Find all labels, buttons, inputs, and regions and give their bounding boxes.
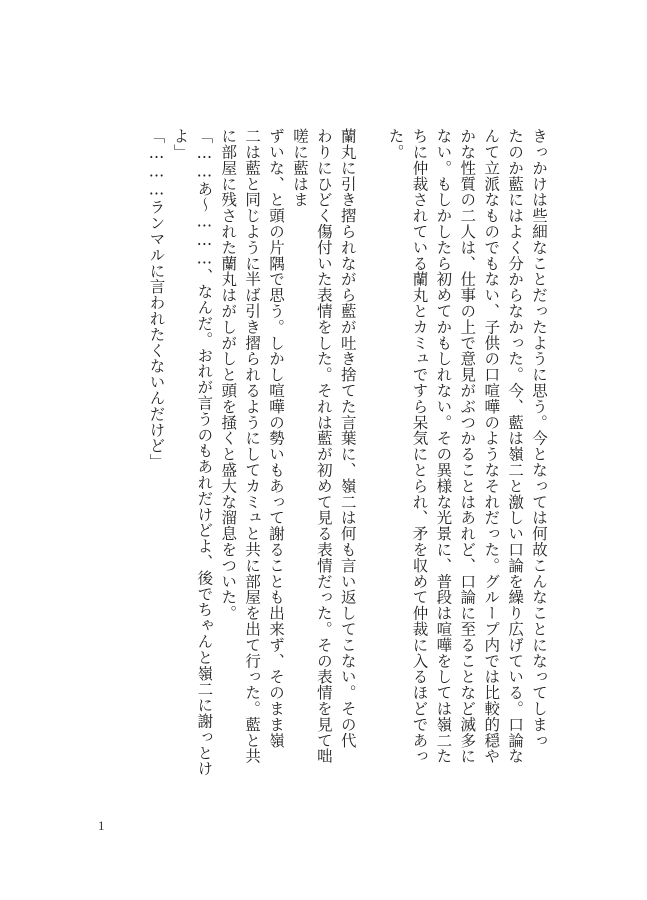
text-line: 蘭丸に引き摺られながら藍が吐き捨てた言葉に、嶺二は何も言い返してこない。その代 bbox=[338, 128, 357, 749]
text-line: ない。もしかしたら初めてかもしれない。その異様な光景に、普段は喧嘩をしては嶺二た bbox=[434, 128, 453, 764]
text-line: に部屋に残された蘭丸はがしがしと頭を掻くと盛大な溜息をついた。 bbox=[219, 128, 238, 621]
text-line: わりにひどく傷付いた表情をした。それは藍が初めて見る表情だった。その表情を見て咄 bbox=[314, 128, 333, 764]
page-number: 1 bbox=[98, 818, 105, 833]
text-line: かな性質の二人は、仕事の上で意見がぶつかることはあれど、口論に至ることなど滅多に bbox=[458, 128, 477, 764]
text-line: きっかけは些細なことだったように思う。今となっては何故こんなことになってしまっ bbox=[530, 128, 548, 749]
text-line: た。 bbox=[386, 128, 405, 160]
text-line: よ」 bbox=[171, 128, 190, 160]
text-line: 「……あ〜………、なんだ。おれが言うのもあれだけどよ、後でちゃんと嶺二に謝っとけ bbox=[195, 128, 214, 777]
text-line: ちに仲裁されている蘭丸とカミュですら呆気にとられ、矛を収めて仲裁に入るほどであっ bbox=[410, 128, 429, 764]
text-line: 「………ランマルに言われたくないんだけど」 bbox=[147, 128, 166, 470]
text-line: ずいな、と頭の片隅で思う。しかし喧嘩の勢いもあって謝ることも出来ず、そのまま嶺 bbox=[267, 128, 286, 749]
text-line: んて立派なものでもない、子供の口喧嘩のようなそれだった。グループ内では比較的穏や bbox=[482, 128, 501, 764]
text-line: 嗟に藍はま bbox=[290, 128, 309, 208]
vertical-text-block bbox=[98, 128, 550, 818]
text-line: 二は藍と同じように半ば引き摺られるようにしてカミュと共に部屋を出て行った。藍と共 bbox=[243, 128, 262, 764]
paragraph-break bbox=[359, 128, 383, 818]
text-line: たのか藍にはよく分からなかった。今、藍は嶺二と激しい口論を繰り広げている。口論な bbox=[506, 128, 525, 764]
